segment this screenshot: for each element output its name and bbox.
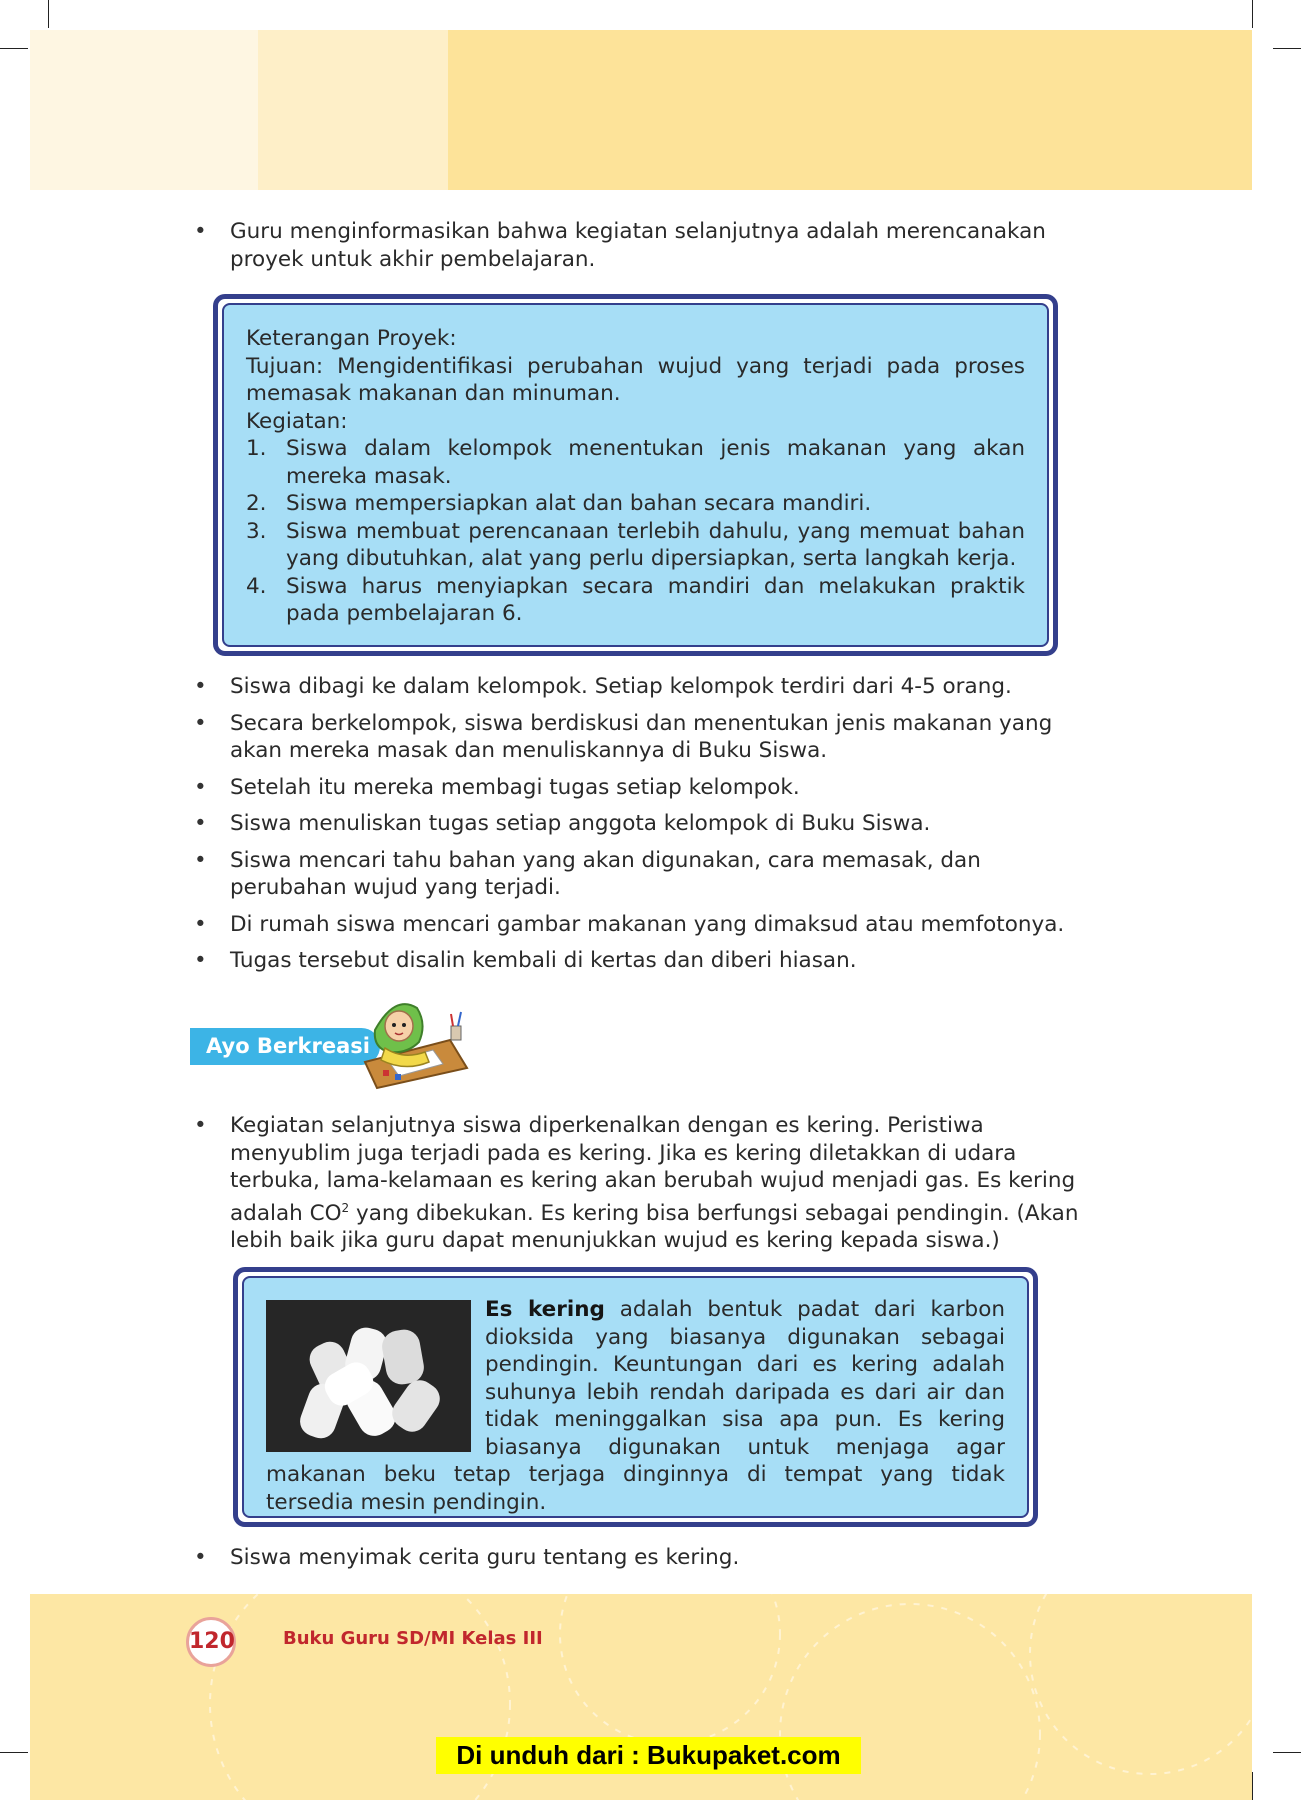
- header-band: [30, 30, 1252, 190]
- dry-ice-definition: Es kering adalah bentuk padat dari karbon dioksida yang biasanya digunakan sebagai pendingin. Keuntungan dari es kering adalah suhunya lebih rendah daripada es dari air dan tidak meninggalkan sisa apa pun. Es kering biasanya digunakan untuk menjaga agar makanan beku tetap terjaga dinginnya di tempat yang tidak tersedia mesin pendingin.: [266, 1297, 1005, 1515]
- crop-mark: [1273, 48, 1301, 49]
- activity-bullet: • Siswa mencari tahu bahan yang akan digunakan, cara memasak, dan perubahan wujud yang terjadi.: [190, 847, 1090, 902]
- dry-ice-intro-list: [190, 1112, 1090, 1255]
- last-bullet: • Siswa menyimak cerita guru tentang es kering.: [190, 1544, 1090, 1572]
- activity-bullet: • Setelah itu mereka membagi tugas setiap kelompok.: [190, 774, 1090, 802]
- dry-ice-term: Es kering: [485, 1297, 605, 1322]
- crop-mark: [1273, 1752, 1301, 1753]
- activity-bullet: • Siswa dibagi ke dalam kelompok. Setiap kelompok terdiri dari 4-5 orang.: [190, 673, 1090, 701]
- page-number: 120: [189, 1629, 235, 1654]
- section-label-ayo-berkreasi: Ayo Berkreasi: [190, 1028, 380, 1065]
- crop-mark: [48, 0, 49, 28]
- project-step: 1. Siswa dalam kelompok menentukan jenis makanan yang akan mereka masak.: [246, 436, 1025, 489]
- activity-bullet: • Secara berkelompok, siswa berdiskusi dan menentukan jenis makanan yang akan mereka masak dan menuliskannya di Buku Siswa.: [190, 710, 1090, 765]
- crop-mark: [0, 1752, 28, 1753]
- dry-ice-info-box: [233, 1267, 1038, 1527]
- activity-bullet: • Di rumah siswa mencari gambar makanan yang dimaksud atau memfotonya.: [190, 911, 1090, 939]
- project-step: 3. Siswa membuat perencanaan terlebih dahulu, yang memuat bahan yang dibutuhkan, alat yang perlu dipersiapkan, serta langkah kerja.: [246, 518, 1025, 571]
- header-stripe-light: [30, 30, 258, 190]
- project-goal: Tujuan: Mengidentifikasi perubahan wujud yang terjadi pada proses memasak makanan dan minuman.: [246, 353, 1025, 406]
- crop-mark: [1252, 0, 1253, 28]
- activity-bullet-list: [190, 673, 1090, 975]
- project-activities-label: Kegiatan:: [246, 408, 348, 434]
- project-step: 2. Siswa mempersiapkan alat dan bahan secara mandiri.: [246, 491, 872, 516]
- intro-bullet-list: [190, 218, 1090, 273]
- activity-bullet: • Tugas tersebut disalin kembali di kertas dan diberi hiasan.: [190, 947, 1090, 975]
- dry-ice-photo: [266, 1300, 471, 1452]
- project-heading: Keterangan Proyek:: [246, 326, 457, 351]
- header-stripe-medium: [258, 30, 448, 190]
- project-steps: [246, 435, 1025, 628]
- header-stripe-dark: [448, 30, 1252, 190]
- project-info-box: [213, 294, 1058, 656]
- page-number-badge: [186, 1617, 236, 1667]
- activity-bullet: • Siswa menuliskan tugas setiap anggota kelompok di Buku Siswa.: [190, 810, 1090, 838]
- crop-mark: [0, 48, 28, 49]
- project-step: 4. Siswa harus menyiapkan secara mandiri dan melakukan praktik pada pembelajaran 6.: [246, 573, 1025, 626]
- book-title: Buku Guru SD/MI Kelas III: [283, 1628, 543, 1649]
- last-bullet-list: [190, 1544, 1090, 1572]
- intro-bullet: • Guru menginformasikan bahwa kegiatan selanjutnya adalah merencanakan proyek untuk akhir pembelajaran.: [190, 218, 1090, 273]
- crop-mark: [1252, 1772, 1253, 1800]
- download-source: Di unduh dari : Bukupaket.com: [436, 1737, 861, 1774]
- child-drawing-illustration: [355, 990, 470, 1090]
- dry-ice-intro-bullet: • Kegiatan selanjutnya siswa diperkenalkan dengan es kering. Peristiwa menyublim juga terjadi pada es kering. Jika es kering diletakkan di udara terbuka, lama-kelamaan es kering akan berubah wujud menjadi gas. Es kering adalah $CO^2$ yang dibekukan. Es kering bisa berfungsi sebagai pendingin. (Akan lebih baik jika guru dapat menunjukkan wujud es kering kepada siswa.): [190, 1112, 1090, 1255]
